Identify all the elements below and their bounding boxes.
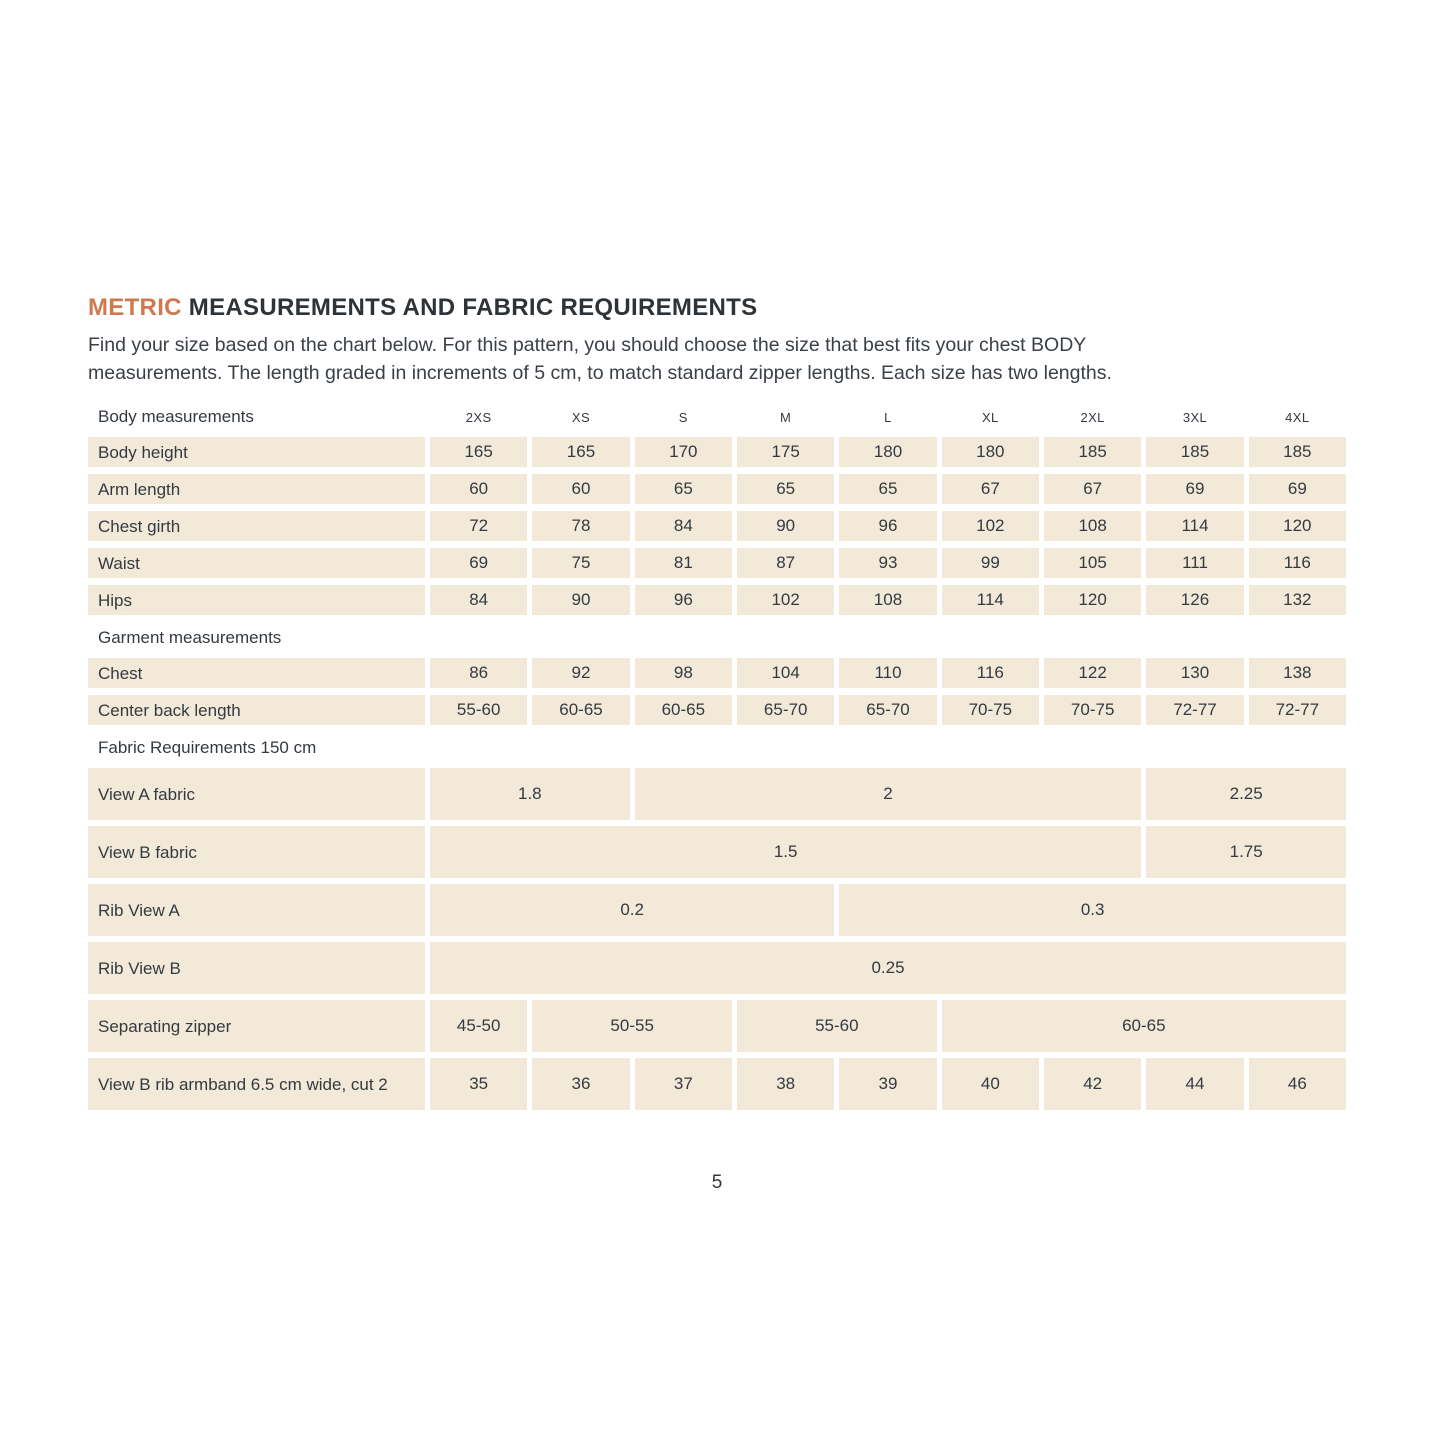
table-cell: 126	[1146, 585, 1243, 615]
table-cell: 180	[942, 437, 1039, 467]
row-label: Chest girth	[88, 511, 425, 541]
table-row	[88, 1000, 1346, 1052]
section-header-row	[88, 623, 1346, 653]
table-row	[88, 437, 1346, 467]
table-cell: 87	[737, 548, 834, 578]
table-cell: 65-70	[737, 695, 834, 725]
measurements-table	[88, 402, 1346, 1110]
table-cell: 65	[839, 474, 936, 504]
table-cell: 102	[942, 511, 1039, 541]
table-cell: 165	[430, 437, 527, 467]
size-column-header: M	[780, 409, 792, 425]
table-cell: 116	[942, 658, 1039, 688]
table-cell: 46	[1249, 1058, 1346, 1110]
table-cell: 35	[430, 1058, 527, 1110]
table-cell: 84	[635, 511, 732, 541]
row-label: View A fabric	[88, 768, 425, 820]
size-column-header: XS	[571, 409, 591, 425]
row-label: Separating zipper	[88, 1000, 425, 1052]
table-cell: 69	[430, 548, 527, 578]
table-cell: 90	[737, 511, 834, 541]
row-label: Center back length	[88, 695, 425, 725]
intro-line-1: Find your size based on the chart below. For this pattern, you should choose the size that best fits your chest BODY	[88, 334, 1087, 356]
table-cell: 175	[737, 437, 834, 467]
section-header: Garment measurements	[98, 628, 282, 647]
table-cell: 86	[430, 658, 527, 688]
table-cell: 84	[430, 585, 527, 615]
size-column-header: 2XL	[1080, 409, 1105, 425]
table-cell: 92	[532, 658, 629, 688]
table-cell: 170	[635, 437, 732, 467]
table-cell: 180	[839, 437, 936, 467]
table-cell: 69	[1249, 474, 1346, 504]
table-cell: 93	[839, 548, 936, 578]
table-cell: 60-65	[532, 695, 629, 725]
table-cell: 108	[839, 585, 936, 615]
table-cell: 39	[839, 1058, 936, 1110]
table-cell: 110	[839, 658, 936, 688]
size-column-header: L	[884, 409, 892, 425]
table-cell: 65	[635, 474, 732, 504]
table-cell: 98	[635, 658, 732, 688]
table-cell: 165	[532, 437, 629, 467]
table-cell: 99	[942, 548, 1039, 578]
table-cell: 69	[1146, 474, 1243, 504]
table-cell: 138	[1249, 658, 1346, 688]
table-cell: 65	[737, 474, 834, 504]
table-cell: 55-60	[737, 1000, 937, 1052]
table-cell: 65-70	[839, 695, 936, 725]
row-label: Body height	[88, 437, 425, 467]
table-cell: 67	[942, 474, 1039, 504]
row-label: Hips	[88, 585, 425, 615]
table-cell: 50-55	[532, 1000, 732, 1052]
intro-paragraph	[88, 331, 1346, 387]
table-cell: 114	[942, 585, 1039, 615]
table-cell: 78	[532, 511, 629, 541]
section-header-row	[88, 733, 1346, 763]
size-column-header: S	[678, 409, 688, 425]
table-row	[88, 1058, 1346, 1110]
table-row	[88, 826, 1346, 878]
table-cell: 40	[942, 1058, 1039, 1110]
table-cell: 75	[532, 548, 629, 578]
table-cell: 60-65	[635, 695, 732, 725]
table-row	[88, 942, 1346, 994]
table-cell: 60-65	[942, 1000, 1346, 1052]
table-row	[88, 585, 1346, 615]
table-cell: 108	[1044, 511, 1141, 541]
table-row	[88, 695, 1346, 725]
table-cell: 72-77	[1249, 695, 1346, 725]
table-row	[88, 658, 1346, 688]
table-cell: 111	[1146, 548, 1243, 578]
table-cell: 116	[1249, 548, 1346, 578]
table-row	[88, 768, 1346, 820]
table-cell: 130	[1146, 658, 1243, 688]
row-label: Rib View A	[88, 884, 425, 936]
table-cell: 185	[1044, 437, 1141, 467]
table-cell: 0.2	[430, 884, 834, 936]
table-cell: 72-77	[1146, 695, 1243, 725]
table-cell: 67	[1044, 474, 1141, 504]
table-row	[88, 511, 1346, 541]
row-label: Rib View B	[88, 942, 425, 994]
table-cell: 120	[1044, 585, 1141, 615]
table-cell: 185	[1146, 437, 1243, 467]
table-cell: 70-75	[942, 695, 1039, 725]
page-title	[88, 294, 1346, 322]
intro-line-2: measurements. The length graded in increments of 5 cm, to match standard zipper lengths. Each size has two lengths.	[88, 362, 1112, 384]
table-cell: 42	[1044, 1058, 1141, 1110]
row-label: View B fabric	[88, 826, 425, 878]
table-row	[88, 474, 1346, 504]
section-header: Body measurements	[98, 407, 254, 426]
row-label: Arm length	[88, 474, 425, 504]
table-cell: 1.5	[430, 826, 1141, 878]
table-cell: 96	[635, 585, 732, 615]
table-cell: 185	[1249, 437, 1346, 467]
table-cell: 70-75	[1044, 695, 1141, 725]
table-cell: 60	[430, 474, 527, 504]
page-content	[88, 294, 1346, 1116]
row-label: View B rib armband 6.5 cm wide, cut 2	[88, 1058, 425, 1110]
page-number: 5	[711, 1172, 723, 1193]
size-column-header: XL	[981, 409, 999, 425]
size-column-header: 2XS	[465, 409, 492, 425]
table-cell: 60	[532, 474, 629, 504]
title-highlight: METRIC	[88, 294, 182, 321]
table-cell: 0.25	[430, 942, 1346, 994]
table-cell: 122	[1044, 658, 1141, 688]
table-cell: 45-50	[430, 1000, 527, 1052]
table-cell: 36	[532, 1058, 629, 1110]
size-column-header: 3XL	[1182, 409, 1208, 425]
section-header-row	[88, 402, 1346, 432]
table-cell: 90	[532, 585, 629, 615]
table-cell: 132	[1249, 585, 1346, 615]
table-cell: 0.3	[839, 884, 1346, 936]
table-cell: 44	[1146, 1058, 1243, 1110]
table-cell: 81	[635, 548, 732, 578]
table-cell: 114	[1146, 511, 1243, 541]
table-cell: 38	[737, 1058, 834, 1110]
section-header: Fabric Requirements 150 cm	[98, 738, 317, 757]
table-cell: 72	[430, 511, 527, 541]
table-cell: 120	[1249, 511, 1346, 541]
table-cell: 2	[635, 768, 1142, 820]
table-cell: 105	[1044, 548, 1141, 578]
table-cell: 55-60	[430, 695, 527, 725]
table-row	[88, 884, 1346, 936]
table-row	[88, 548, 1346, 578]
table-cell: 96	[839, 511, 936, 541]
table-cell: 1.8	[430, 768, 630, 820]
table-cell: 102	[737, 585, 834, 615]
row-label: Waist	[88, 548, 425, 578]
title-rest: MEASUREMENTS AND FABRIC REQUIREMENTS	[188, 294, 758, 321]
size-column-header: 4XL	[1285, 409, 1310, 425]
table-cell: 2.25	[1146, 768, 1346, 820]
table-cell: 104	[737, 658, 834, 688]
row-label: Chest	[88, 658, 425, 688]
table-cell: 1.75	[1146, 826, 1346, 878]
table-cell: 37	[635, 1058, 732, 1110]
